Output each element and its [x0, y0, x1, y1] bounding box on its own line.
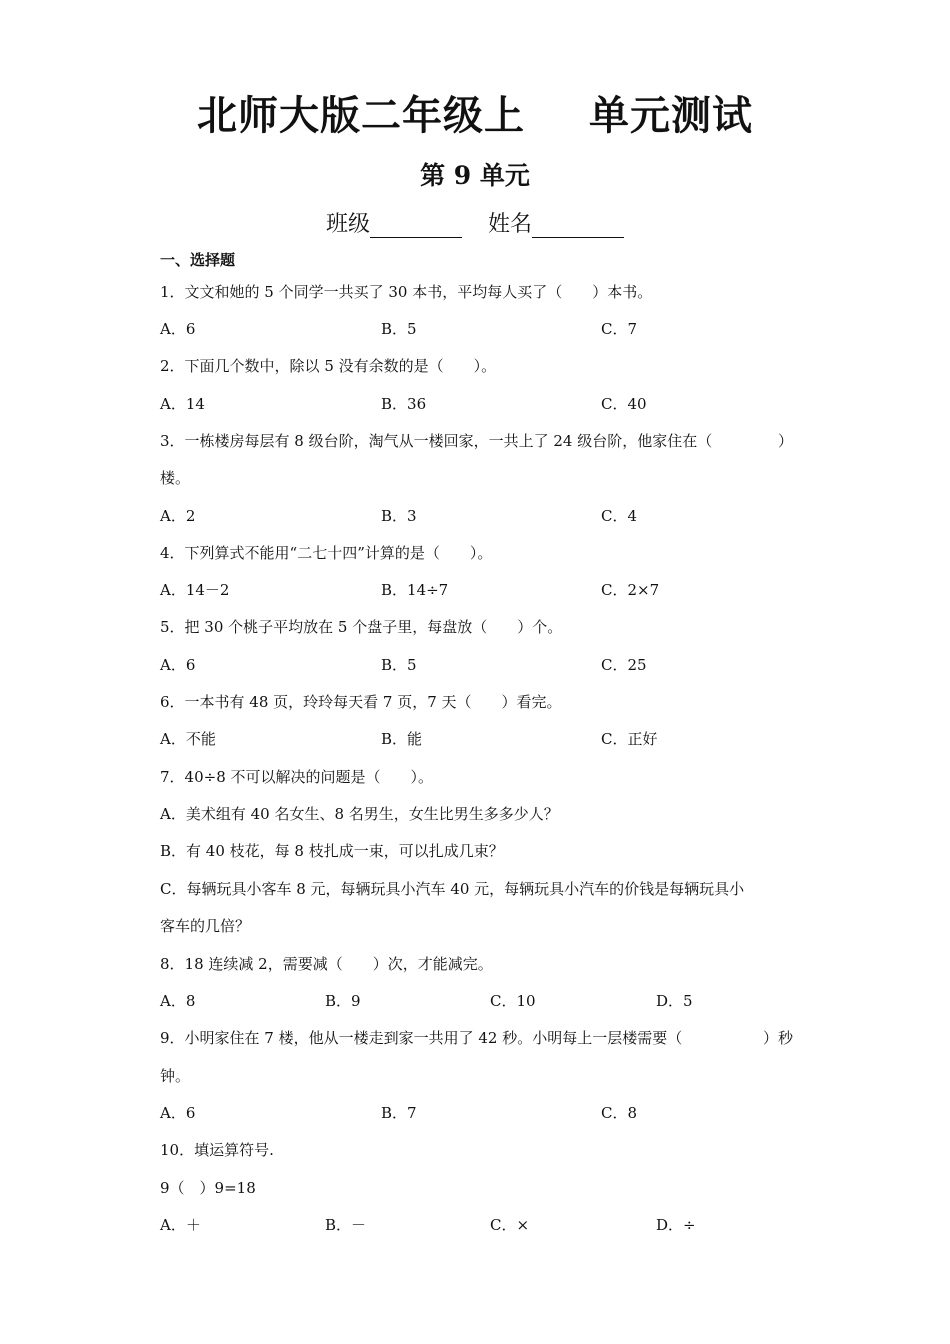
class-blank — [370, 215, 462, 238]
class-name-line — [0, 207, 950, 238]
question-5-option-c: C．25 — [601, 656, 647, 674]
question-9-stem-line1 — [160, 1027, 793, 1048]
question-10-stem: 10．填运算符号. — [160, 1141, 274, 1159]
unit-subtitle: 第 9 单元 — [420, 161, 530, 190]
question-9-stem-right: ）秒 — [762, 1029, 793, 1047]
question-3-option-c: C．4 — [601, 507, 638, 525]
question-9-option-b: B．7 — [381, 1104, 417, 1122]
question-8-option-d: D．5 — [656, 992, 693, 1010]
question-7-option-a: A．美术组有 40 名女生、8 名男生，女生比男生多多少人？ — [160, 805, 559, 823]
question-1-stem: 1．文文和她的 5 个同学一共买了 30 本书，平均每人买了（ ）本书。 — [160, 283, 653, 301]
question-8-option-c: C．10 — [490, 992, 536, 1010]
question-3-option-a: A．2 — [160, 507, 196, 525]
question-7-option-c-line2: 客车的几倍？ — [160, 917, 251, 935]
question-6-option-b: B．能 — [381, 730, 423, 748]
question-3-stem-right: ） — [777, 432, 793, 450]
question-5-option-a: A．6 — [160, 656, 196, 674]
question-2-stem: 2．下面几个数中，除以 5 没有余数的是（ ）。 — [160, 357, 497, 375]
question-3-option-b: B．3 — [381, 507, 417, 525]
question-4-option-b: B．14÷7 — [381, 581, 449, 599]
question-7-option-b: B．有 40 枝花，每 8 枝扎成一束，可以扎成几束？ — [160, 842, 504, 860]
question-2-option-b: B．36 — [381, 395, 427, 413]
page-title — [0, 84, 950, 141]
question-1-option-a: A．6 — [160, 320, 196, 338]
question-10-expression: 9（ ）9=18 — [160, 1179, 256, 1197]
name-label: 姓名 — [488, 212, 533, 237]
question-10-option-b: B．－ — [325, 1216, 367, 1234]
question-4-option-a: A．14－2 — [160, 581, 230, 599]
class-label: 班级 — [325, 212, 370, 237]
question-4-stem: 4．下列算式不能用“二七十四”计算的是（ ）。 — [160, 544, 493, 562]
question-6-option-a: A．不能 — [160, 730, 216, 748]
question-7-stem: 7．40÷8 不可以解决的问题是（ ）。 — [160, 768, 434, 786]
question-7-option-c-line1: C．每辆玩具小客车 8 元，每辆玩具小汽车 40 元，每辆玩具小汽车的价钱是每辆玩具小 — [160, 880, 745, 898]
question-5-option-b: B．5 — [381, 656, 417, 674]
question-8-option-b: B．9 — [325, 992, 361, 1010]
question-9-option-a: A．6 — [160, 1104, 196, 1122]
title-right: 单元测试 — [589, 93, 753, 139]
question-4-option-c: C．2×7 — [601, 581, 660, 599]
question-9-option-c: C．8 — [601, 1104, 638, 1122]
section-title: 一、选择题 — [160, 251, 236, 269]
question-8-option-a: A．8 — [160, 992, 196, 1010]
question-3-stem-line2: 楼。 — [160, 469, 191, 487]
question-1-option-b: B．5 — [381, 320, 417, 338]
question-2-option-a: A．14 — [160, 395, 205, 413]
name-blank — [532, 215, 624, 238]
question-10-option-a: A．＋ — [160, 1216, 201, 1234]
question-9-stem-line2: 钟。 — [160, 1067, 191, 1085]
question-2-option-c: C．40 — [601, 395, 647, 413]
question-9-stem-left: 9．小明家住在 7 楼，他从一楼走到家一共用了 42 秒。小明每上一层楼需要（ — [160, 1029, 683, 1047]
title-left: 北师大版二年级上 — [197, 93, 525, 139]
question-1-option-c: C．7 — [601, 320, 638, 338]
question-5-stem: 5．把 30 个桃子平均放在 5 个盘子里，每盘放（ ）个。 — [160, 618, 563, 636]
question-6-stem: 6．一本书有 48 页，玲玲每天看 7 页，7 天（ ）看完。 — [160, 693, 562, 711]
question-8-stem: 8．18 连续减 2，需要减（ ）次，才能减完。 — [160, 955, 493, 973]
question-3-stem-left: 3．一栋楼房每层有 8 级台阶，淘气从一楼回家，一共上了 24 级台阶，他家住在（ — [160, 432, 713, 450]
question-6-option-c: C．正好 — [601, 730, 658, 748]
question-10-option-d: D．÷ — [656, 1216, 696, 1234]
question-3-stem-line1 — [160, 430, 793, 451]
question-10-option-c: C．× — [490, 1216, 530, 1234]
